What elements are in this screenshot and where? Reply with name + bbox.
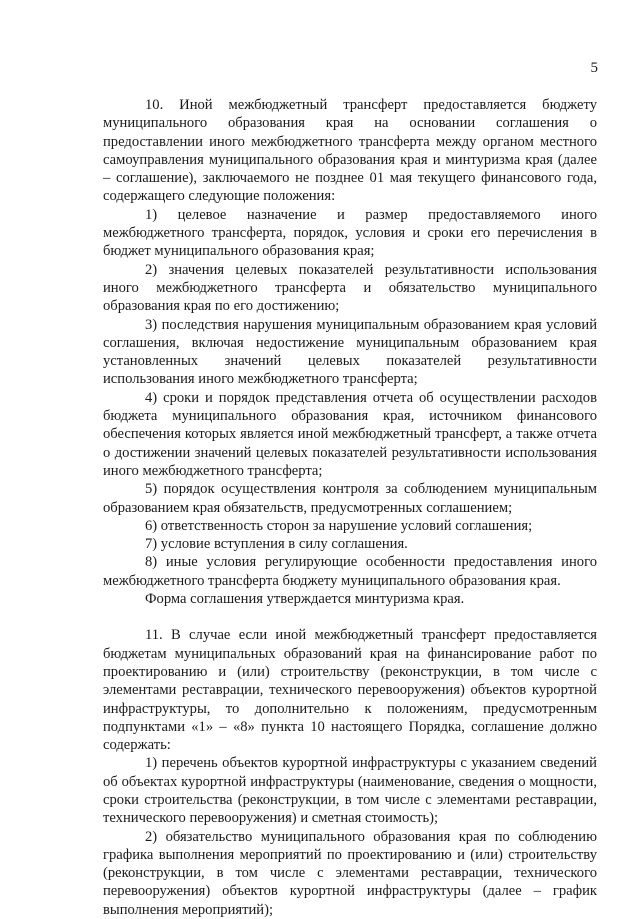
paragraph-10-item-3: 3) последствия нарушения муниципальным образованием края условий соглашения, включая недостижение муниципальным образованием края установленных значений целевых показателей результативности использования иного межбюджетного трансферта; <box>103 316 597 388</box>
paragraph-10-item-7: 7) условие вступления в силу соглашения. <box>145 536 408 553</box>
paragraph-10-item-6: 6) ответственность сторон за нарушение условий соглашения; <box>145 517 533 534</box>
paragraph-10-item-1: 1) целевое назначение и размер предоставляемого иного межбюджетного трансферта, порядок, условия и сроки его перечисления в бюджет муниципального образования края; <box>103 206 597 260</box>
paragraph-11-item-1: 1) перечень объектов курортной инфраструктуры с указанием сведений об объектах курортной инфраструктуры (наименование, сведения о мощности, сроки строительства (реконструкции, в том числе с элементами реставрации, технического перевооружения) и сметная стоимость); <box>103 755 597 827</box>
paragraph-10-item-5: 5) порядок осуществления контроля за соблюдением муниципальным образованием края обязательств, предусмотренных соглашением; <box>103 481 597 516</box>
paragraph-10-item-4: 4) сроки и порядок представления отчета об осуществлении расходов бюджета муниципального образования края, источником финансового обеспечения которых является иной межбюджетный трансферт, а также отчета о достижении значений целевых показателей результативности использования иного межбюджетного трансферта; <box>103 389 597 479</box>
document-body <box>103 96 597 919</box>
paragraph-10: 10. Иной межбюджетный трансферт предоставляется бюджету муниципального образования края на основании соглашения о предоставлении иного межбюджетного трансферта между органом местного самоуправления муниципального образования края и минтуризма края (далее – соглашение), заключаемого не позднее 01 мая текущего финансового года, содержащего следующие положения: <box>103 97 597 205</box>
paragraph-11: 11. В случае если иной межбюджетный трансферт предоставляется бюджетам муниципальных образований края на финансирование работ по проектированию и (или) строительству (реконструкции, в том числе с элементами реставрации, технического перевооружения) объектов курортной инфраструктуры, то дополнительно к положениям, предусмотренным подпунктами «1» – «8» пункта 10 настоящего Порядка, соглашение должно содержать: <box>103 627 597 754</box>
paragraph-10-item-8: 8) иные условия регулирующие особенности предоставления иного межбюджетного трансферта бюджету муниципального образования края. <box>103 554 597 589</box>
paragraph-10-item-2: 2) значения целевых показателей результативности использования иного межбюджетного трансферта и обязательство муниципального образования края по его достижению; <box>103 261 597 315</box>
page-number: 5 <box>590 60 598 76</box>
paragraph-11-item-2: 2) обязательство муниципального образования края по соблюдению графика выполнения мероприятий по проектированию и (или) строительству (реконструкции, в том числе с элементами реставрации, технического перевооружения) объектов курортной инфраструктуры (далее – график выполнения мероприятий); <box>103 828 597 918</box>
agreement-form-note: Форма соглашения утверждается минтуризма края. <box>145 591 465 608</box>
